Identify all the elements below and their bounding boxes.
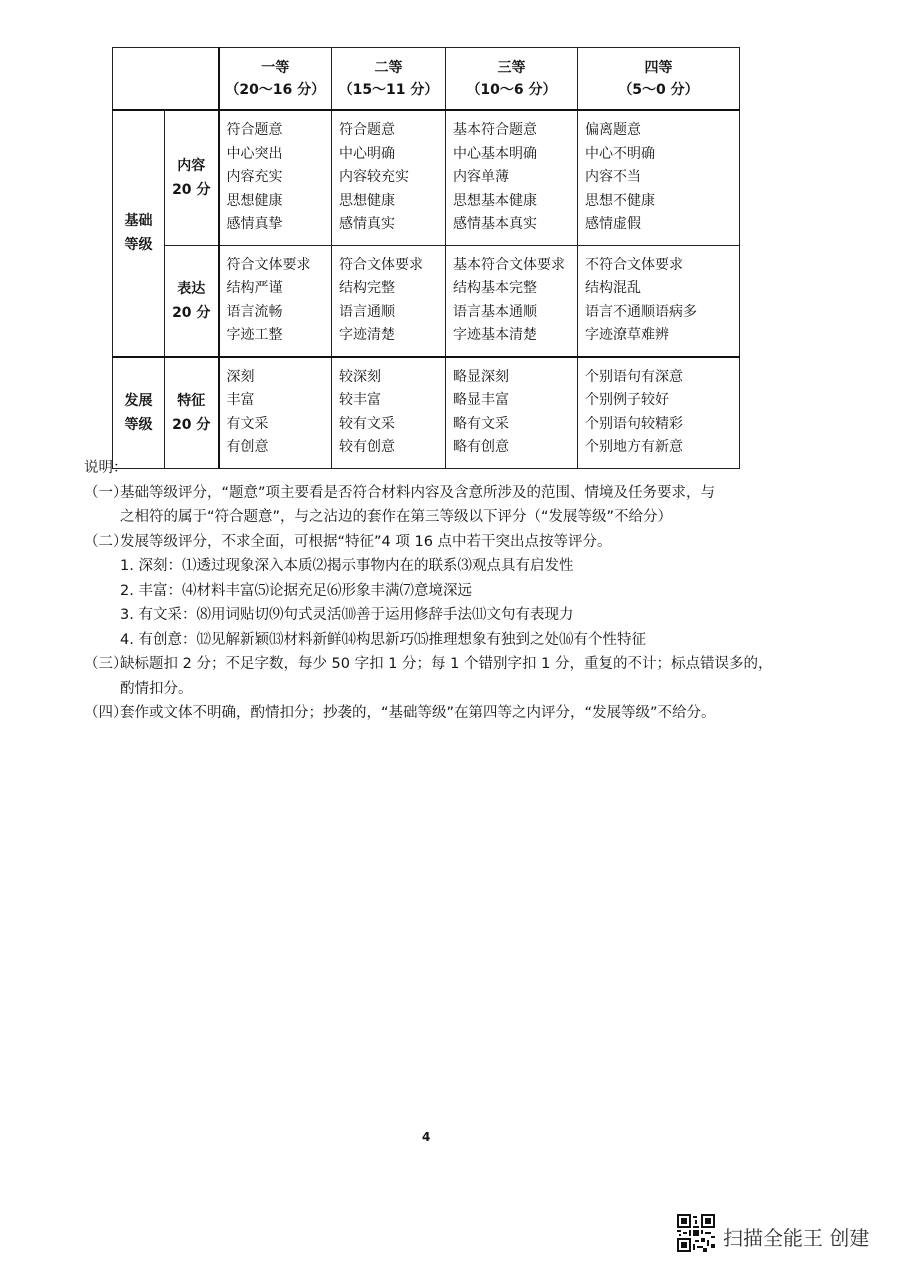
- grade-2-header: 二等 （15～11 分）: [332, 48, 446, 111]
- note-4: [84, 701, 804, 726]
- note-3-continuation: 酌情扣分。: [120, 680, 193, 697]
- note-2-text: 发展等级评分，不求全面，可根据“特征”4 项 16 点中若干突出点按等评分。: [120, 533, 612, 550]
- expression-grade-3: 基本符合文体要求 结构基本完整 语言基本通顺 字迹基本清楚: [446, 245, 578, 357]
- note-2-item-3: 3. 有文采：⑻用词贴切⑼句式灵活⑽善于运用修辞手法⑾文句有表现力: [120, 607, 574, 623]
- feature-grade-3: 略显深刻 略显丰富 略有文采 略有创意: [446, 357, 578, 469]
- basic-level-label: 基础 等级: [113, 110, 165, 357]
- content-grade-4: 偏离题意 中心不明确 内容不当 思想不健康 感情虚假: [578, 110, 740, 245]
- note-3-index: （三）: [84, 656, 128, 672]
- grade-4-header: 四等 （5～0 分）: [578, 48, 740, 111]
- content-grade-3: 基本符合题意 中心基本明确 内容单薄 思想基本健康 感情基本真实: [446, 110, 578, 245]
- content-row: [113, 110, 740, 245]
- scanner-watermark: 扫描全能王 创建: [723, 1226, 870, 1250]
- note-2-index: （二）: [84, 533, 128, 550]
- notes-heading: 说明：: [84, 460, 128, 476]
- grade-3-header: 三等 （10～6 分）: [446, 48, 578, 111]
- feature-grade-4: 个别语句有深意 个别例子较好 个别语句较精彩 个别地方有新意: [578, 357, 740, 469]
- expression-grade-2: 符合文体要求 结构完整 语言通顺 字迹清楚: [332, 245, 446, 357]
- rubric-header-row: [113, 48, 740, 111]
- note-2-item-2: 2. 丰富：⑷材料丰富⑸论据充足⑹形象丰满⑺意境深远: [120, 582, 472, 599]
- note-4-index: （四）: [84, 705, 128, 721]
- page-number: 4: [422, 1130, 431, 1144]
- content-grade-1: 符合题意 中心突出 内容充实 思想健康 感情真挚: [219, 110, 332, 245]
- develop-level-label: 发展 等级: [113, 357, 165, 469]
- note-3-text: 缺标题扣 2 分；不足字数，每少 50 字扣 1 分；每 1 个错别字扣 1 分，重复的不计；标点错误多的，: [120, 656, 773, 672]
- qr-code-icon: [677, 1214, 715, 1252]
- header-empty-cell: [113, 48, 219, 111]
- notes-section: [84, 456, 804, 726]
- note-1: [84, 481, 804, 506]
- note-3: [84, 652, 804, 677]
- grade-1-header: 一等 （20～16 分）: [219, 48, 332, 111]
- note-1-text: 基础等级评分，“题意”项主要看是否符合材料内容及含意所涉及的范围、情境及任务要求，与: [120, 484, 716, 501]
- feature-label: 特征 20 分: [165, 357, 219, 469]
- note-1-index: （一）: [84, 484, 128, 501]
- note-2-item-4: 4. 有创意：⑿见解新颖⒀材料新鲜⒁构思新巧⒂推理想象有独到之处⒃有个性特征: [120, 631, 646, 648]
- feature-grade-1: 深刻 丰富 有文采 有创意: [219, 357, 332, 469]
- note-2: [84, 530, 804, 555]
- expression-grade-4: 不符合文体要求 结构混乱 语言不通顺语病多 字迹潦草难辨: [578, 245, 740, 357]
- note-4-text: 套作或文体不明确，酌情扣分；抄袭的，“基础等级”在第四等之内评分，“发展等级”不给分。: [120, 705, 716, 721]
- feature-grade-2: 较深刻 较丰富 较有文采 较有创意: [332, 357, 446, 469]
- grading-rubric-table: [112, 47, 740, 469]
- expression-grade-1: 符合文体要求 结构严谨 语言流畅 字迹工整: [219, 245, 332, 357]
- feature-row: [113, 357, 740, 469]
- note-2-item-1: 1. 深刻：⑴透过现象深入本质⑵揭示事物内在的联系⑶观点具有启发性: [120, 558, 574, 574]
- expression-label: 表达 20 分: [165, 245, 219, 357]
- content-grade-2: 符合题意 中心明确 内容较充实 思想健康 感情真实: [332, 110, 446, 245]
- content-label: 内容 20 分: [165, 110, 219, 245]
- expression-row: [113, 245, 740, 357]
- note-1-continuation: 之相符的属于“符合题意”，与之沾边的套作在第三等级以下评分（“发展等级”不给分）: [120, 509, 673, 525]
